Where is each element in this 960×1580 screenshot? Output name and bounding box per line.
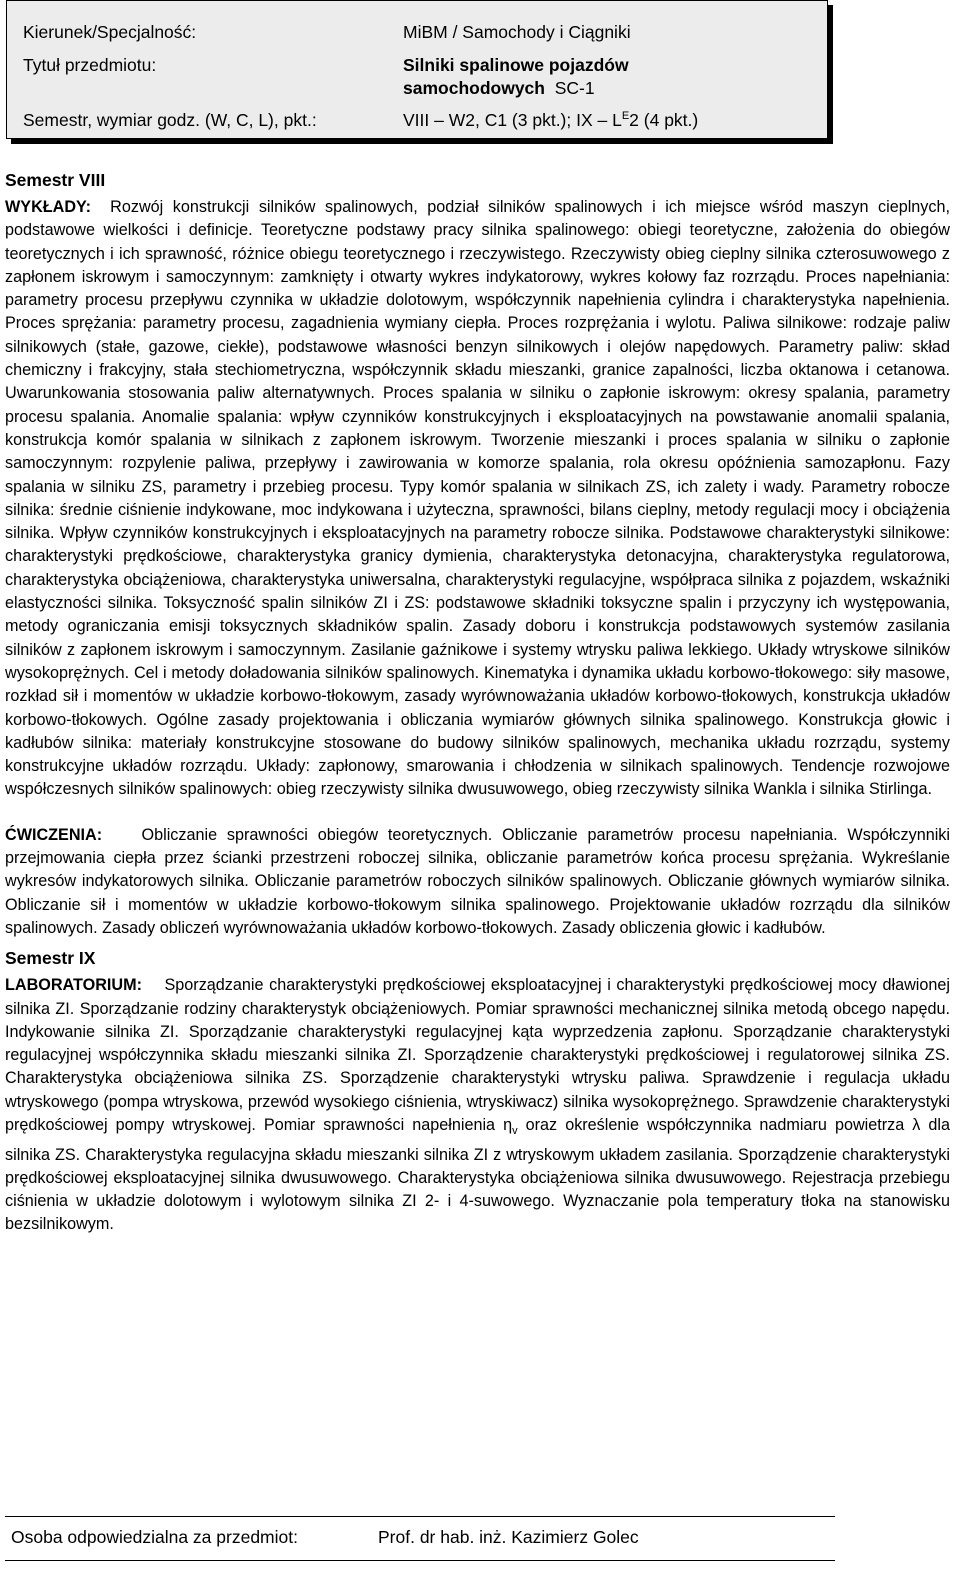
laboratory-text-part3: dla silnika ZS. Charakterystyka regulacyjna składu mieszanki silnika ZI z wtryskowym układem zasilania. Sporządzenie charakterystyki prędkościowej eksploatacyjnej silnika dwusuwowego. Charakterystyka obciążeniowa silnika dwusuwowego. Rejestracja przebiegu ciśnienia w układzie dolotowym i wylotowym silnika ZI 2- i 4-suwowego. Wyznaczanie pola temperatury tłoka na stanowisku bezsilnikowym. bbox=[5, 1115, 951, 1234]
kierunek-label: Kierunek/Specjalność: bbox=[23, 22, 197, 42]
exercises-text: Obliczanie sprawności obiegów teoretycznych. Obliczanie parametrów procesu napełniania. Współczynniki przejmowania ciepła przez ścianki przestrzeni roboczej silnika, obliczanie parametrów końca procesu sprężania. Wykreślanie wykresów indykatorowych silnika. Obliczanie parametrów roboczych silników spalinowych. Obliczanie głównych wymiarów silnika. Obliczanie sił i momentów w układzie korbowo-tłokowym silnika spalinowego. Projektowanie układów rozrządu dla silników spalinowych. Zasady obliczeń wyrównoważania układów korbowo-tłokowych. Zasady obliczenia głowic i kadłubów. bbox=[5, 825, 950, 937]
semestr-value-main: VIII – W2, C1 (3 pkt.); IX – L bbox=[403, 110, 622, 130]
laboratory-text-part1: Sporządzanie charakterystyki prędkościowej eksploatacyjnej i charakterystyki prędkościowej mocy dławionej silnika ZI. Sporządzanie rodziny charakterystyk obciążeniowych. Pomiar sprawności mechanicznej silnika metodą obcego napędu. Indykowanie silnika ZI. Sporządzanie charakterystyki regulacyjnej kąta wyprzedzenia zapłonu. Sporządzanie charakterystyki regulacyjnej współczynnika składu mieszanki silnika ZI. Sporządzenie charakterystyki prędkościowej i regulatorowej silnika ZS. Charakterystyka obciążeniowa silnika ZS. Sporządzenie charakterystyki wtrysku paliwa. Sprawdzenie i regulacja układu wtryskowego (pompa wtryskowa, przewód wysokiego ciśnienia, wtryskiwacz) silnika wysokoprężnego. Sprawdzenie charakterystyki prędkościowej pompy wtryskowej. Pomiar sprawności napełnienia bbox=[5, 976, 950, 1134]
semestr-value-tail: 2 (4 pkt.) bbox=[629, 110, 699, 130]
laboratory-paragraph bbox=[5, 974, 950, 1237]
tytul-value-line2-text: samochodowych bbox=[403, 78, 545, 98]
lectures-paragraph bbox=[5, 196, 950, 802]
footer-rule-bottom bbox=[5, 1560, 835, 1561]
semestr-value-sup: E bbox=[621, 110, 630, 123]
course-header-box bbox=[6, 0, 828, 139]
responsible-person-value: Prof. dr hab. inż. Kazimierz Golec bbox=[378, 1527, 639, 1547]
lectures-label: WYKŁADY: bbox=[5, 198, 92, 216]
eta-symbol: η bbox=[503, 1115, 513, 1134]
syllabus-body bbox=[5, 170, 950, 1237]
semestr-label: Semestr, wymiar godz. (W, C, L), pkt.: bbox=[23, 110, 317, 130]
tytul-value-line1: Silniki spalinowe pojazdów bbox=[403, 55, 629, 75]
footer-rule-top bbox=[5, 1516, 835, 1517]
eta-subscript: v bbox=[512, 1125, 518, 1138]
semester-viii-heading: Semestr VIII bbox=[5, 170, 106, 190]
semester-ix-heading: Semestr IX bbox=[5, 948, 96, 969]
lectures-text: Rozwój konstrukcji silników spalinowych, podział silników spalinowych i ich miejsce wśród maszyn cieplnych, podstawowe wielkości i definicje. Teoretyczne podstawy pracy silnika spalinowego: obiegi teoretyczne, założenia do obiegów teoretycznych i ich sprawność, różnice obiegu teoretycznego i rzeczywistego. Rzeczywisty obieg cieplny silnika czterosuwowego z zapłonem iskrowym i samoczynnym: zamknięty i otwarty wykres indykatorowy, wykres kołowy faz rozrządu. Proces napełniania: parametry procesu przepływu czynnika w układzie dolotowym, współczynnik napełnienia cylindra i charakterystyka napełnienia. Proces sprężania: parametry procesu, zagadnienia wymiany ciepła. Proces rozprężania i wylotu. Paliwa silnikowe: rodzaje paliw silnikowych (stałe, gazowe, ciekłe), podstawowe własności benzyn silnikowych i olejów napędowych. Parametry paliw: skład chemiczny i frakcyjny, stała stechiometryczna, współczynnik składu mieszanki, granice zapalności, liczba oktanowa i cetanowa. Uwarunkowania stosowania paliw alternatywnych. Proces spalania w silniku o zapłonie iskrowym: okresy spalania, parametry procesu spalania. Anomalie spalania: wpływ czynników konstrukcyjnych i eksploatacyjnych na powstawanie anomalii spalania, konstrukcja komór spalania w silnikach z zapłonem iskrowym. Tworzenie mieszanki i proces spalania w silniku o zapłonie samoczynnym: rozpylenie paliwa, przepływy i zawirowania w komorze spalania, rola okresu opóźnienia samozapłonu. Fazy spalania w silniku ZS, parametry i przebieg procesu. Typy komór spalania w silnikach ZS, ich zalety i wady. Parametry robocze silnika: średnie ciśnienie indykowane, moc indykowana i użyteczna, sprawności, bilans cieplny, metody regulacji mocy i obciążenia silnika. Wpływ czynników konstrukcyjnych i eksploatacyjnych na parametry robocze silnika. Podstawowe charakterystyki silnikowe: charakterystyki prędkościowe, charakterystyka granicy dymienia, charakterystyka detonacyjna, charakterystyka regulatorowa, charakterystyka obciążeniowa, charakterystyka uniwersalna, charakterystyki regulacyjne, współpraca silnika z pojazdem, wskaźniki elastyczności silnika. Toksyczność spalin silników ZI i ZS: podstawowe składniki toksyczne spalin i przyczyny ich występowania, metody ograniczania emisji toksycznych składników spalin. Zasady doboru i konstrukcja podstawowych systemów zasilania silników z zapłonem iskrowym i samoczynnym. Zasilanie gaźnikowe i systemy wtrysku paliwa lekkiego. Układy wtryskowe silników wysokoprężnych. Cel i metody doładowania silników spalinowych. Kinematyka i dynamika układu korbowo-tłokowego: siły masowe, rozkład sił i momentów w układzie korbowo-tłokowym, zasady wyrównoważania układów korbowo-tłokowych, konstrukcja układów korbowo-tłokowych. Ogólne zasady projektowania i obliczania wymiarów głównych silnika spalinowego. Konstrukcja głowic i kadłubów silnika: materiały konstrukcyjne stosowane do budowy silników spalinowych, mechanika układu rozrządu, systemy konstrukcyjne układów rozrządu. Układy: zapłonowy, smarowania i chłodzenia w silnikach spalinowych. Tendencje rozwojowe współczesnych silników spalinowych: obieg rzeczywisty silnika dwusuwowego, obieg rzeczywisty silnika Wankla i silnika Stirlinga. bbox=[5, 198, 950, 799]
responsible-person-label: Osoba odpowiedzialna za przedmiot: bbox=[11, 1527, 298, 1547]
lambda-symbol: λ bbox=[912, 1115, 921, 1134]
exercises-label: ĆWICZENIA: bbox=[5, 825, 103, 844]
exercises-paragraph bbox=[5, 824, 950, 940]
semestr-value bbox=[403, 110, 698, 131]
kierunek-value: MiBM / Samochody i Ciągniki bbox=[403, 22, 631, 42]
laboratory-text-part2: oraz określenie współczynnika nadmiaru powietrza bbox=[517, 1115, 913, 1134]
tytul-value-line2 bbox=[403, 78, 595, 99]
course-code: SC-1 bbox=[554, 78, 595, 98]
laboratory-label: LABORATORIUM: bbox=[5, 976, 142, 995]
tytul-label: Tytuł przedmiotu: bbox=[23, 55, 157, 75]
